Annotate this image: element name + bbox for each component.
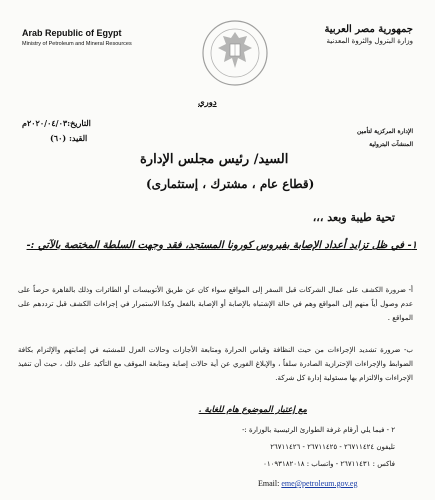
email-link[interactable]: eme@petroleum.gov.eg [281,479,358,488]
contact-intro: ٢ - فيما يلي أرقام غرفة الطوارئ الرئيسية بالوزارة :- [242,426,395,434]
department-line-1: الإدارة المركزية لتأمين [356,128,413,135]
item-1-a: أ- ضرورة الكشف على عمال الشركات قبل السفر إلى المواقع سواء كان عن طريق الأتوبيسات أو الطائرات وذلك بالقاهرة حرصاً على عدم وصول أياً منهم إلى المواقع وهم في حالة الإشتباه بالإصابة أو الإصابة بالفعل وكذا الاستمرار في إجراءات الكشف قبل ترددهم على المواقع . [18,286,413,322]
email-line [258,479,357,488]
reference-date: التاريخ:٢٠٢٠/٠٤/٠٣م [22,118,91,128]
item-1-b: ب- ضرورة تشديد الإجراءات من حيث النظافة وقياس الحرارة ومتابعة الأجازات وحالات العزل للمشتبه في إصابتهم والإلتزام بكافة الضوابط والإجراءات الإحترازية الصادرة سلفاً ، والإبلاغ الفوري عن أية حالات إصابة ومتابعة الموقف مع التأكيد على ذلك ، حيث أن تنفيذ الإجراءات والالتزام بها مسئولية إدارة كل شركة. [18,346,413,382]
email-label: Email: [258,479,280,488]
greeting: تحية طيبة وبعد ،،، [312,211,395,224]
department-line-2: المنشآت البترولية [369,141,413,148]
addressee-title: السيد/ رئيس مجلس الإدارة [140,152,289,167]
contact-block [195,422,395,473]
country-name-english: Arab Republic of Egypt [22,28,122,38]
ministry-name-arabic: وزارة البترول والثروة المعدنية [326,37,413,45]
sender-department [357,128,413,148]
contact-fax: فاكس : ٢٦٧١١٤٣١ - واتساب : ٠١٠٩٣١٨٢٠١٨ [263,460,395,468]
ministry-name-english: Ministry of Petroleum and Mineral Resources [22,41,132,47]
arabic-letterhead [324,24,413,45]
reference-number: القيد: (٦٠) [50,133,88,143]
egypt-eagle-seal-icon [200,18,270,88]
english-letterhead [22,28,132,47]
addressee-sector: (قطاع عام ، مشترك ، إستثمارى) [146,177,315,191]
emphasis-note: مع إعتبار الموضوع هام للغاية . [198,405,307,415]
country-name-arabic: جمهورية مصر العربية [324,24,413,35]
document-type: دوري [198,98,217,108]
item-1-title: ١- في ظل تزايد أعداد الإصابة بفيروس كورونا المستجد، فقد وجهت السلطة المختصة بالآتي :- [26,240,417,251]
contact-phones: تليفون ٢٦٧١١٤٢٤ - ٢٦٧١١٤٢٥ - ٢٦٧١١٤٢٦ [270,443,395,451]
